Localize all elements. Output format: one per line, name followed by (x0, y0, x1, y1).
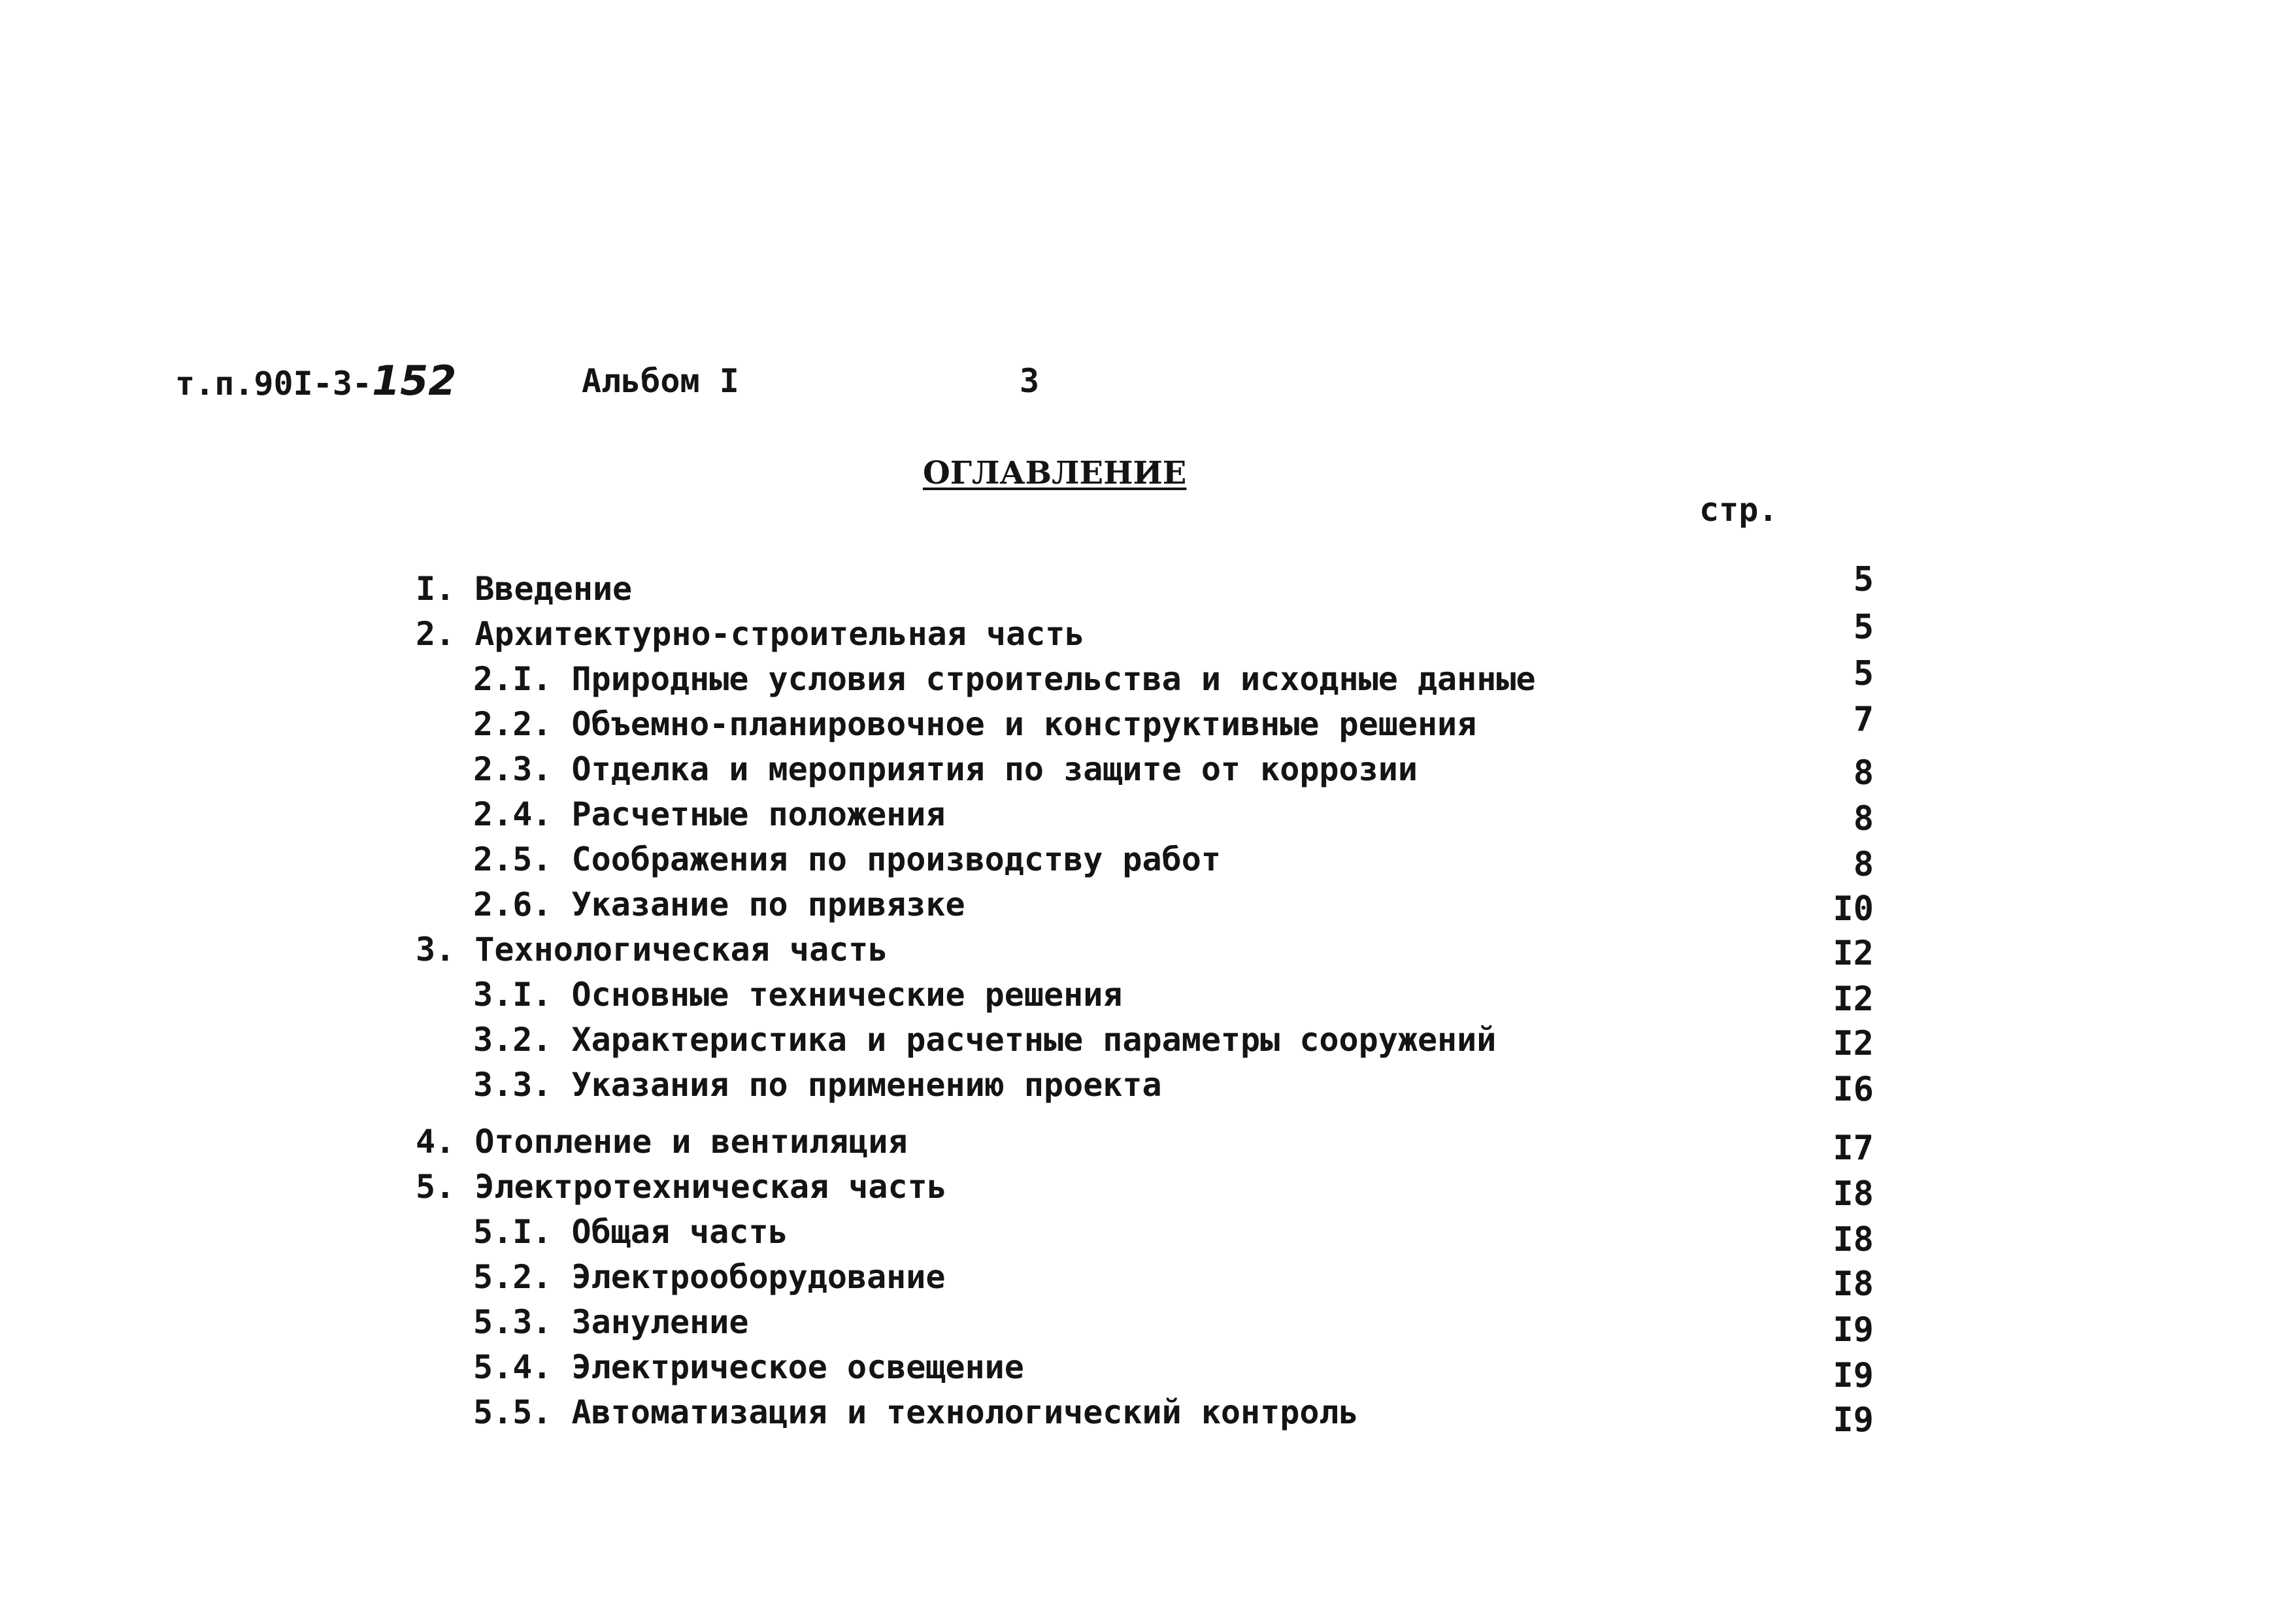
toc-entry-page: 5 (1853, 608, 1874, 647)
toc-entry-page: I2 (1833, 980, 1874, 1019)
toc-entry (0, 882, 2296, 927)
page-number: 3 (1020, 362, 1040, 400)
toc-entry-label: Электротехническая часть (474, 1168, 947, 1206)
toc-entry (0, 972, 2296, 1018)
toc-entry-title (416, 927, 888, 972)
toc-entry-label: Указание по привязке (571, 886, 965, 923)
toc-entry-page: 5 (1853, 654, 1874, 693)
toc-entry-title (416, 1119, 908, 1165)
toc-entry (0, 927, 2296, 972)
toc-entry-title (473, 701, 1476, 747)
album-label: Альбом I (582, 362, 739, 400)
toc-entry (0, 791, 2296, 837)
toc-entry-label: Объемно-планировочное и конструктивные решения (571, 705, 1477, 743)
toc-entry-page: 8 (1853, 754, 1874, 793)
toc-entry-title (473, 1389, 1359, 1435)
toc-entry-page: I2 (1833, 934, 1874, 973)
toc-entry-label: Общая часть (571, 1213, 788, 1251)
toc-title: ОГЛАВЛЕНИЕ (923, 455, 1187, 491)
toc-entry-number: 2. (416, 615, 456, 653)
toc-entry-title (473, 1299, 748, 1345)
toc-entry-title (473, 791, 945, 837)
toc-entry-label: Основные технические решения (571, 976, 1123, 1014)
toc-entry (0, 1062, 2296, 1108)
toc-entry-label: Введение (474, 570, 633, 608)
toc-entry-number: 4. (416, 1123, 456, 1161)
toc-entry-page: I9 (1833, 1356, 1874, 1395)
toc-entry (0, 1389, 2296, 1440)
toc-entry-title (473, 882, 965, 927)
toc-entry (0, 701, 2296, 747)
toc-entry-title (416, 1164, 947, 1210)
toc-entry-number: 2.6. (473, 886, 552, 923)
toc-entry-title (473, 972, 1122, 1018)
toc-entry-number: 5.5. (473, 1393, 552, 1431)
toc-entry-page: I9 (1833, 1400, 1874, 1440)
project-code-handwritten: 152 (372, 357, 457, 405)
toc-entry (0, 1299, 2296, 1350)
toc-entry-number: 5.4. (473, 1348, 552, 1386)
toc-entry (0, 656, 2296, 702)
project-code (175, 358, 456, 406)
toc-entry (0, 1017, 2296, 1063)
toc-entry-label: Отопление и вентиляция (474, 1123, 908, 1161)
toc-entry-title (473, 1209, 788, 1255)
toc-entry-number: 3.3. (473, 1066, 552, 1104)
toc-entry-label: Электрическое освещение (571, 1348, 1024, 1386)
toc-entry (0, 560, 2296, 612)
toc-entry-page: I2 (1833, 1024, 1874, 1063)
toc-entry-number: 2.5. (473, 840, 552, 878)
toc-entry-label: Автоматизация и технологический контроль (571, 1393, 1359, 1431)
toc-entry-title (473, 656, 1536, 702)
toc-entry-number: 2.4. (473, 795, 552, 833)
toc-entry (0, 1119, 2296, 1168)
toc-entry-page: I8 (1833, 1265, 1874, 1304)
toc-entry-title (416, 566, 632, 612)
toc-entry-number: 3.2. (473, 1021, 552, 1059)
toc-entry-label: Отделка и мероприятия по защите от коррозии (571, 750, 1418, 788)
toc-entry (0, 608, 2296, 657)
toc-entry-number: 2.3. (473, 750, 552, 788)
toc-entry-title (473, 1254, 945, 1300)
toc-entry-number: 2.2. (473, 705, 552, 743)
toc-entry-page: I0 (1833, 889, 1874, 929)
toc-entry-number: 2.I. (473, 660, 552, 698)
toc-entry-title (473, 1062, 1162, 1108)
toc-entry-label: Архитектурно-строительная часть (474, 615, 1085, 653)
toc-entry-label: Технологическая часть (474, 931, 888, 969)
toc-entry-page: I8 (1833, 1174, 1874, 1214)
toc-entry-label: Указания по применению проекта (571, 1066, 1162, 1104)
toc-entry-page: 5 (1853, 560, 1874, 599)
toc-entry-page: 8 (1853, 845, 1874, 884)
toc-entry-number: 3. (416, 931, 456, 969)
toc-entry-page: 7 (1853, 700, 1874, 739)
toc-entry-title (473, 837, 1221, 882)
toc-entry-page: I6 (1833, 1070, 1874, 1109)
toc-entry-number: 5.3. (473, 1303, 552, 1341)
toc-entry-label: Электрооборудование (571, 1258, 946, 1296)
pages-column-label: стр. (1699, 491, 1778, 529)
toc-entry-number: 5.2. (473, 1258, 552, 1296)
toc-entry (0, 746, 2296, 792)
project-code-typed: т.п.90I-3- (175, 365, 373, 403)
toc-entry-number: 5. (416, 1168, 456, 1206)
toc-entry-number: 5.I. (473, 1213, 552, 1251)
toc-entry-label: Зануление (571, 1303, 749, 1341)
toc-entry-title (416, 611, 1085, 657)
toc-entry (0, 1254, 2296, 1304)
toc-entry-page: I7 (1833, 1129, 1874, 1168)
toc-entry (0, 1209, 2296, 1259)
toc-entry-title (473, 746, 1418, 792)
toc-entry-label: Характеристика и расчетные параметры сооружений (571, 1021, 1497, 1059)
toc-entry-number: I. (416, 570, 456, 608)
toc-entry (0, 1164, 2296, 1214)
toc-entry-label: Соображения по производству работ (571, 840, 1221, 878)
toc-entry-label: Расчетные положения (571, 795, 946, 833)
toc-entry (0, 837, 2296, 882)
toc-entry-page: 8 (1853, 799, 1874, 838)
toc-entry-title (473, 1017, 1496, 1063)
toc-entry-label: Природные условия строительства и исходные данные (571, 660, 1536, 698)
toc-entry-title (473, 1344, 1024, 1390)
toc-entry-number: 3.I. (473, 976, 552, 1014)
toc-entry (0, 1344, 2296, 1395)
toc-entry-page: I9 (1833, 1310, 1874, 1350)
toc-entry-page: I8 (1833, 1220, 1874, 1259)
